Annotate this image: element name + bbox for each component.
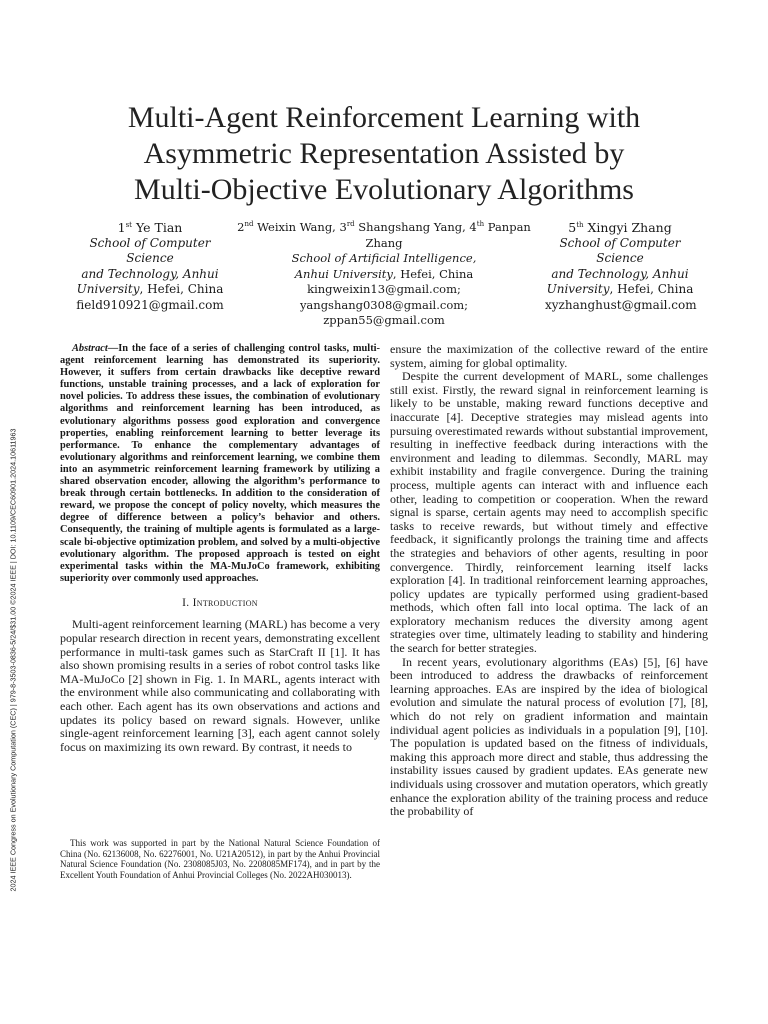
- footnote-text: This work was supported in part by the National Natural Science Foundation of China (No. 62136008, No. 62276001, No. U21A20512), in part by the Anhui Provincial Natural Science Foundation (No. 2308085J03, No. 2208085MF174), and in part by the Excellent Youth Foundation of Anhui Provincial Colleges (No. 2022AH030013).: [60, 838, 380, 880]
- author-email: kingweixin13@gmail.com; yangshang0308@gmail.com;: [299, 282, 469, 312]
- author-affiliation: University, Hefei, China: [76, 282, 224, 296]
- author-affiliation: and Technology, Anhui: [81, 266, 219, 281]
- author-name: 5th Xingyi Zhang: [568, 220, 672, 235]
- author-block-2: [228, 220, 540, 329]
- section-heading-introduction: I. Introduction: [182, 596, 258, 609]
- author-email: xyzhanghust@gmail.com: [545, 297, 697, 312]
- author-affiliation: and Technology, Anhui: [551, 266, 689, 281]
- body-paragraph: Despite the current development of MARL, some challenges still exist. Firstly, the reward signal in reinforcement learning is likely to be unstable, making reward functions deceptive and inaccurate [4]. Deceptive strategies may mislead agents into pursuing overestimated rewards without substantial improvement, resulting in ineffective feedback during interactions with the environment and leading to dilemmas. Secondly, MARL may exhibit instability and fragile convergence. During the training process, multiple agents can interact with and influence each other, leading to competition or cooperation. When the reward signal is sparse, certain agents may need to accomplish specific tasks to receive rewards, but without timely and effective feedback, it significantly prolongs the training time and affects the strategies and behaviors of other agents, resulting in poor convergence. Thirdly, reinforcement learning itself lacks exploration [4]. In traditional reinforcement learning approaches, policy updates are typically performed using gradient-based methods, which often fall into local optima. The lack of an exploratory mechanism reduces the diversity among agent strategies over time, ultimately leading to stability and hindering the search for better strategies.: [390, 369, 708, 656]
- author-name: 1st Ye Tian: [117, 220, 183, 235]
- right-column: [390, 343, 708, 819]
- author-names: 2nd Weixin Wang, 3rd Shangshang Yang, 4th Panpan Zhang: [237, 220, 531, 250]
- body-paragraph: In recent years, evolutionary algorithms (EAs) [5], [6] have been introduced to address the drawbacks of reinforcement learning approaches. EAs are inspired by the idea of biological evolution and simulate the natural process of evolution [7], [8], which do not rely on gradient information and maintain individual agent policies as individuals in a population [9], [10]. The population is updated based on the fitness of individuals, making this approach more direct and stable, thus addressing the instability issues caused by gradient updates. EAs generate new individuals using crossover and mutation operators, which greatly enhance the exploration ability of the training process and reduce the probability of: [390, 654, 708, 819]
- ieee-sidebar-citation: [0, 380, 26, 940]
- body-paragraph: ensure the maximization of the collective reward of the entire system, aiming for global optimality.: [390, 342, 708, 370]
- title-line-2: Asymmetric Representation Assisted by: [143, 137, 625, 170]
- abstract-label: Abstract: [72, 343, 108, 354]
- title-line-3: Multi-Objective Evolutionary Algorithms: [134, 173, 634, 206]
- title-line-1: Multi-Agent Reinforcement Learning with: [127, 101, 641, 134]
- author-affiliation: Anhui University, Hefei, China: [294, 266, 474, 281]
- author-affiliation: University, Hefei, China: [546, 282, 694, 296]
- author-email: zppan55@gmail.com: [323, 313, 445, 327]
- paper-title: [60, 100, 708, 208]
- author-affiliation: School of Computer Science: [559, 235, 681, 265]
- funding-footnote: [60, 838, 380, 880]
- intro-paragraph: Multi-agent reinforcement learning (MARL) has become a very popular research direction in recent years, demonstrating excellent performance in multi-task games such as StarCraft II [1]. It has also shown promising results in a series of robot control tasks like MA-MuJoCo [2] shown in Fig. 1. In MARL, agents interact with the environment while also communicating and collaborating with each other. Each agent has its own observations and actions and updates its policy based on reward signals. However, unlike single-agent reinforcement learning [3], each agent cannot solely focus on maximizing its own reward. By contrast, it needs to: [60, 617, 380, 754]
- author-email: field910921@gmail.com: [76, 297, 224, 312]
- sidebar-citation-text: 2024 IEEE Congress on Evolutionary Computation (CEC) | 979-8-3503-0836-5/24/$31.00 ©2024 IEEE | DOI: 10.1109/CEC60901.2024.10611963: [8, 428, 18, 892]
- author-affiliation: School of Computer Science: [89, 235, 211, 265]
- abstract-text: —In the face of a series of challenging control tasks, multi-agent reinforcement learning has demonstrated its superiority. However, it suffers from certain drawbacks like deceptive reward functions, unstable training processes, and a lack of exploration for novel policies. To address these issues, the combination of evolutionary algorithms and reinforcement learning has been introduced, as evolutionary algorithms possess good exploration and convergence properties, enabling reinforcement learning to better leverage its performance. To enhance the complementary advantages of evolutionary algorithms and reinforcement learning, we combine them into an asymmetric reinforcement learning framework by utilizing a shared observation encoder, allowing the algorithm’s performance to break through certain bottlenecks. In addition to the consideration of reward, we propose the concept of policy novelty, which measures the degree of difference between a policy’s behavior and others. Consequently, the training of multiple agents is formulated as a large-scale bi-objective optimization problem, and solved by a multi-objective evolutionary algorithm. The proposed approach is tested on eight experimental tasks within the MA-MuJoCo framework, exhibiting superiority over commonly used approaches.: [60, 343, 380, 584]
- author-block-3: [545, 220, 695, 313]
- abstract: [60, 343, 380, 585]
- left-column: [60, 343, 380, 754]
- author-block-1: [70, 220, 230, 313]
- author-affiliation: School of Artificial Intelligence,: [291, 251, 477, 265]
